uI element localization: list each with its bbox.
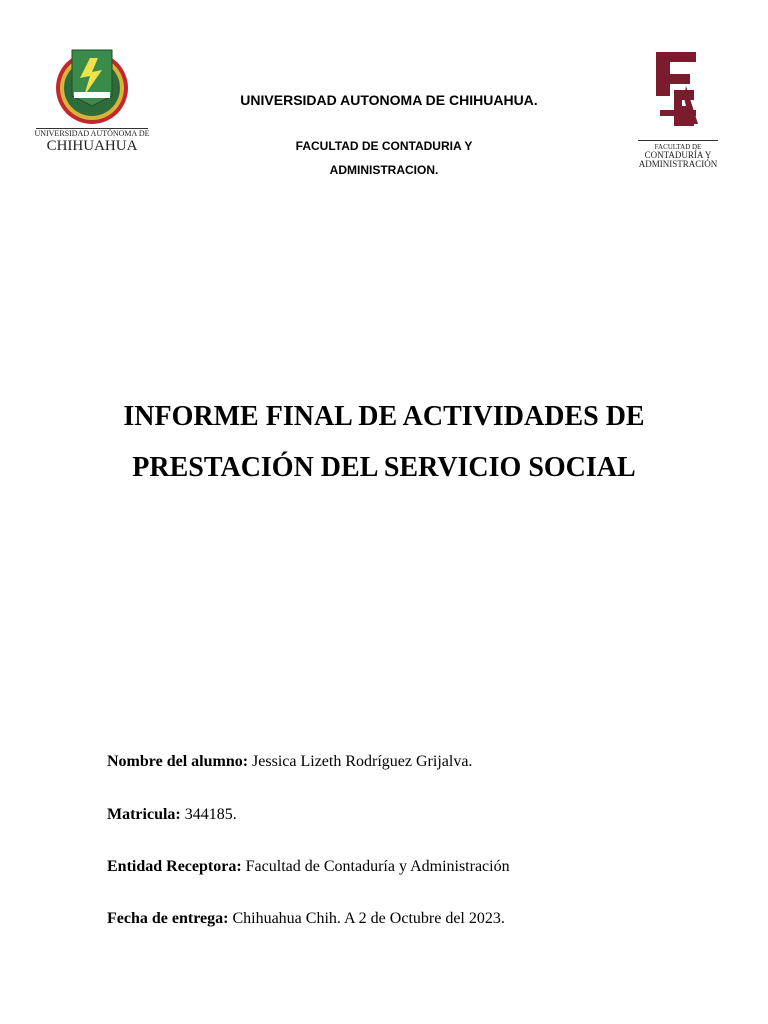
receiving-entity-label: Entidad Receptora: xyxy=(107,858,242,875)
fca-logo-text-2: CONTADURÍA Y xyxy=(644,150,712,160)
receiving-entity-value: Facultad de Contaduría y Administración xyxy=(245,858,510,875)
uach-logo-text-top: UNIVERSIDAD AUTÓNOMA DE xyxy=(34,129,150,138)
faculty-name-line2: ADMINISTRACION. xyxy=(329,163,439,177)
document-title-line1: INFORME FINAL DE ACTIVIDADES DE xyxy=(123,401,645,432)
student-name-label: Nombre del alumno: xyxy=(107,753,249,770)
matricula-value: 344185. xyxy=(184,806,237,823)
delivery-date-field xyxy=(107,910,505,928)
fca-logo-text-3: ADMINISTRACIÓN xyxy=(638,159,718,169)
student-name-value: Jessica Lizeth Rodríguez Grijalva. xyxy=(252,753,473,770)
delivery-date-value: Chihuahua Chih. A 2 de Octubre del 2023. xyxy=(232,910,505,927)
uach-logo-text-main: CHIHUAHUA xyxy=(46,138,138,154)
faculty-name-line1: FACULTAD DE CONTADURIA Y xyxy=(295,139,473,153)
fca-monogram: FCA xyxy=(677,120,679,121)
delivery-date-label: Fecha de entrega: xyxy=(107,910,229,927)
university-name: UNIVERSIDAD AUTONOMA DE CHIHUAHUA. xyxy=(240,92,538,108)
fca-logo-text-1: FACULTAD DE xyxy=(654,143,702,151)
student-name-field xyxy=(107,753,472,771)
matricula-field xyxy=(107,806,237,824)
matricula-label: Matricula: xyxy=(107,806,181,823)
receiving-entity-field xyxy=(107,858,510,876)
document-title-line2: PRESTACIÓN DEL SERVICIO SOCIAL xyxy=(132,452,636,483)
